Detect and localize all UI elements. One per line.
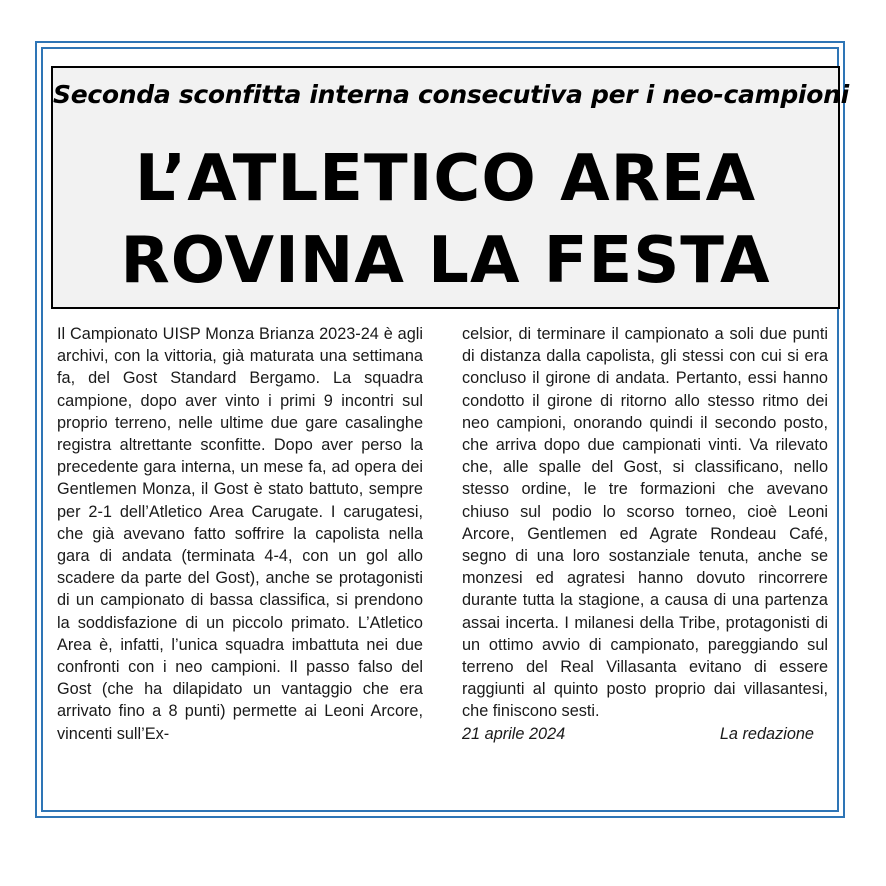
page-border-outer <box>35 41 849 818</box>
article-text-left: Il Campionato UISP Monza Brianza 2023-24 è agli archivi, con la vittoria, già maturata una settimana fa, del Gost Standard Bergamo. La squadra campione, dopo aver vinto i primi 9 incontri sul proprio terreno, nelle ultime due gare casalinghe registra altrettante sconfitte. Dopo aver perso la precedente gara interna, un mese fa, ad opera dei Gentlemen Monza, il Gost è stato battuto, sempre per 2-1 dell’Atletico Area Carugate. I carugatesi, che già avevano fatto soffrire la capolista nella gara di andata (terminata 4-4, con un gol allo scadere da parte del Gost), anche se protagonisti di un campionato di bassa classifica, si prendono la soddisfazione di un piccolo primato. L’Atletico Area è, infatti, l’unica squadra imbattuta nei due confronti con i neo campioni. Il passo falso del Gost (che ha dilapidato un vantaggio che era arrivato fino a 8 punti) permette ai Leoni Arcore, vincenti sull’Ex- <box>57 325 423 743</box>
signature-line <box>462 723 828 745</box>
headline-line-1: L’ATLETICO AREA <box>134 142 757 216</box>
article-date: 21 aprile 2024 <box>462 724 566 743</box>
page-border-inner <box>41 47 849 812</box>
subtitle: Seconda sconfitta interna consecutiva per i neo-campioni <box>53 80 849 109</box>
article-column-right <box>462 323 828 745</box>
article-author: La redazione <box>719 724 814 743</box>
article-text-right: celsior, di terminare il campionato a soli due punti di distanza dalla capolista, gli stessi con cui si era concluso il girone di andata. Pertanto, essi hanno condotto il girone di ritorno allo stesso ritmo dei neo campioni, onorando quindi il secondo posto, che arriva dopo due campionati vinti. Va rilevato che, alle spalle del Gost, si classificano, nello stesso ordine, le tre formazioni che avevano chiuso sul podio lo scorso torneo, cioè Leoni Arcore, Gentlemen ed Agrate Rondeau Café, segno di una loro sostanziale tenuta, anche se monzesi ed agratesi hanno dovuto rincorrere durante tutta la stagione, a causa di una partenza assai incerta. I milanesi della Tribe, protagonisti di un ottimo avvio di campionato, pareggiando sul terreno del Real Villasanta evitano di essere raggiunti al quinto posto proprio dai villasantesi, che finiscono sesti. <box>462 325 828 721</box>
headline-box <box>51 66 849 309</box>
headline-line-2: ROVINA LA FESTA <box>120 224 771 298</box>
article-column-left <box>57 323 423 745</box>
headline <box>53 138 838 302</box>
